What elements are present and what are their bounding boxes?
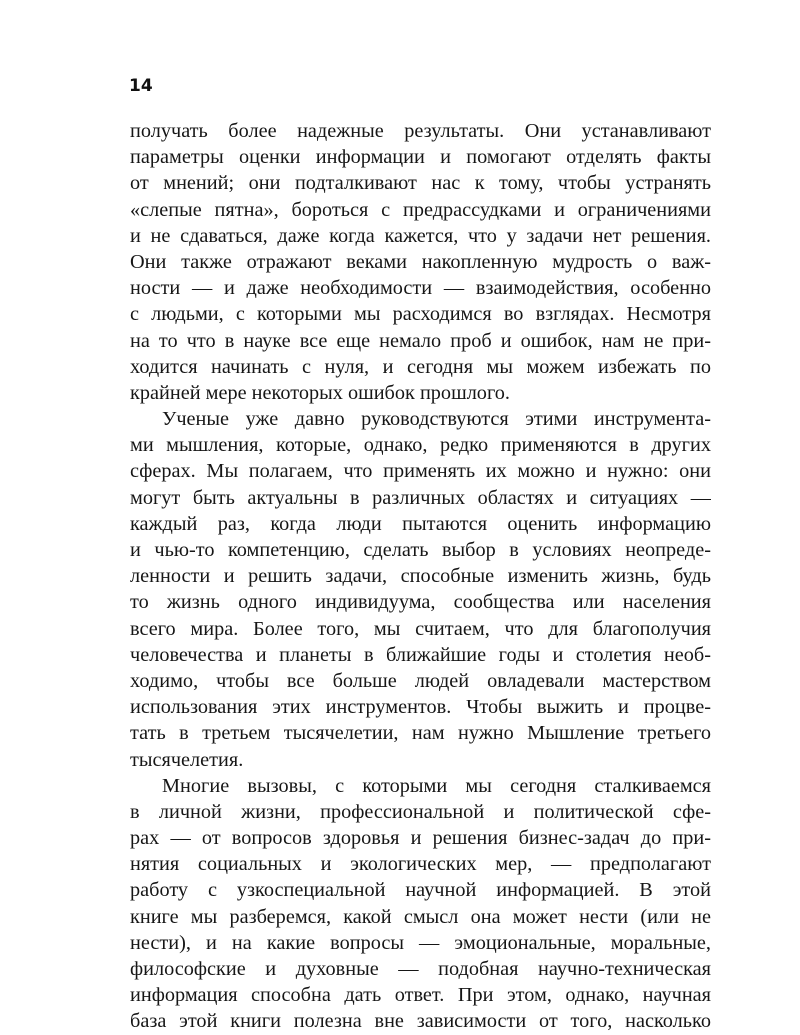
text-line: крайней мере некоторых ошибок прошлого. bbox=[130, 381, 510, 404]
page-number: 14 bbox=[129, 76, 153, 96]
text-line: база этой книги полезна вне зависимости от того, насколько bbox=[130, 1010, 711, 1033]
text-line: от мнений; они подталкивают нас к тому, чтобы устранять bbox=[130, 172, 711, 195]
text-line: философские и духовные — подобная научно-техническая bbox=[130, 958, 711, 980]
body-text bbox=[130, 118, 711, 1035]
text-line: Они также отражают веками накопленную мудрость о важ- bbox=[130, 250, 711, 273]
text-line: получать более надежные результаты. Они устанавливают bbox=[130, 120, 711, 142]
text-line: в личной жизни, профессиональной и политической сфе- bbox=[130, 800, 711, 823]
text-line: ности — и даже необходимости — взаимодействия, особенно bbox=[130, 277, 711, 300]
text-line: тать в третьем тысячелетии, нам нужно Мышление третьего bbox=[130, 722, 711, 745]
text-line: сферах. Мы полагаем, что применять их можно и нужно: они bbox=[130, 460, 711, 483]
text-line: всего мира. Более того, мы считаем, что для благополучия bbox=[130, 617, 711, 640]
text-line: каждый раз, когда люди пытаются оценить информацию bbox=[130, 512, 711, 535]
text-line: Ученые уже давно руководствуются этими инструмента- bbox=[162, 408, 711, 431]
text-line: информация способна дать ответ. При этом, однако, научная bbox=[130, 984, 711, 1007]
text-line: нести), и на какие вопросы — эмоциональные, моральные, bbox=[130, 931, 711, 954]
text-line: тысячелетия. bbox=[130, 748, 244, 771]
text-line: на то что в науке все еще немало проб и ошибок, нам не при- bbox=[130, 329, 711, 352]
text-line: рах — от вопросов здоровья и решения бизнес-задач до при- bbox=[130, 827, 711, 850]
text-line: ходится начинать с нуля, и сегодня мы можем избежать по bbox=[130, 355, 711, 378]
text-line: книге мы разберемся, какой смысл она может нести (или не bbox=[130, 905, 711, 928]
text-line: человечества и планеты в ближайшие годы и столетия необ- bbox=[130, 643, 711, 666]
text-line: могут быть актуальны в различных областях и ситуациях — bbox=[130, 486, 711, 509]
paragraph-1 bbox=[130, 118, 711, 406]
text-line: параметры оценки информации и помогают отделять факты bbox=[130, 146, 711, 169]
paragraph-3 bbox=[130, 773, 711, 1035]
text-line: «слепые пятна», бороться с предрассудками и ограничениями bbox=[130, 198, 711, 221]
text-line: ходимо, чтобы все больше людей овладевали мастерством bbox=[130, 669, 711, 692]
text-line: нятия социальных и экологических мер, — предполагают bbox=[130, 853, 711, 876]
text-line: Многие вызовы, с которыми мы сегодня сталкиваемся bbox=[162, 774, 711, 797]
text-line: и не сдаваться, даже когда кажется, что у задачи нет решения. bbox=[130, 224, 711, 247]
text-line: ленности и решить задачи, способные изменить жизнь, будь bbox=[130, 565, 711, 588]
text-line: то жизнь одного индивидуума, сообщества или населения bbox=[130, 591, 711, 614]
text-line: работу с узкоспециальной научной информацией. В этой bbox=[130, 879, 711, 902]
text-line: и чью-то компетенцию, сделать выбор в условиях неопреде- bbox=[130, 539, 711, 561]
paragraph-2 bbox=[130, 406, 711, 773]
text-line: с людьми, с которыми мы расходимся во взглядах. Несмотря bbox=[130, 303, 711, 326]
text-line: использования этих инструментов. Чтобы выжить и процве- bbox=[130, 696, 711, 719]
text-line: ми мышления, которые, однако, редко применяются в других bbox=[130, 434, 711, 457]
